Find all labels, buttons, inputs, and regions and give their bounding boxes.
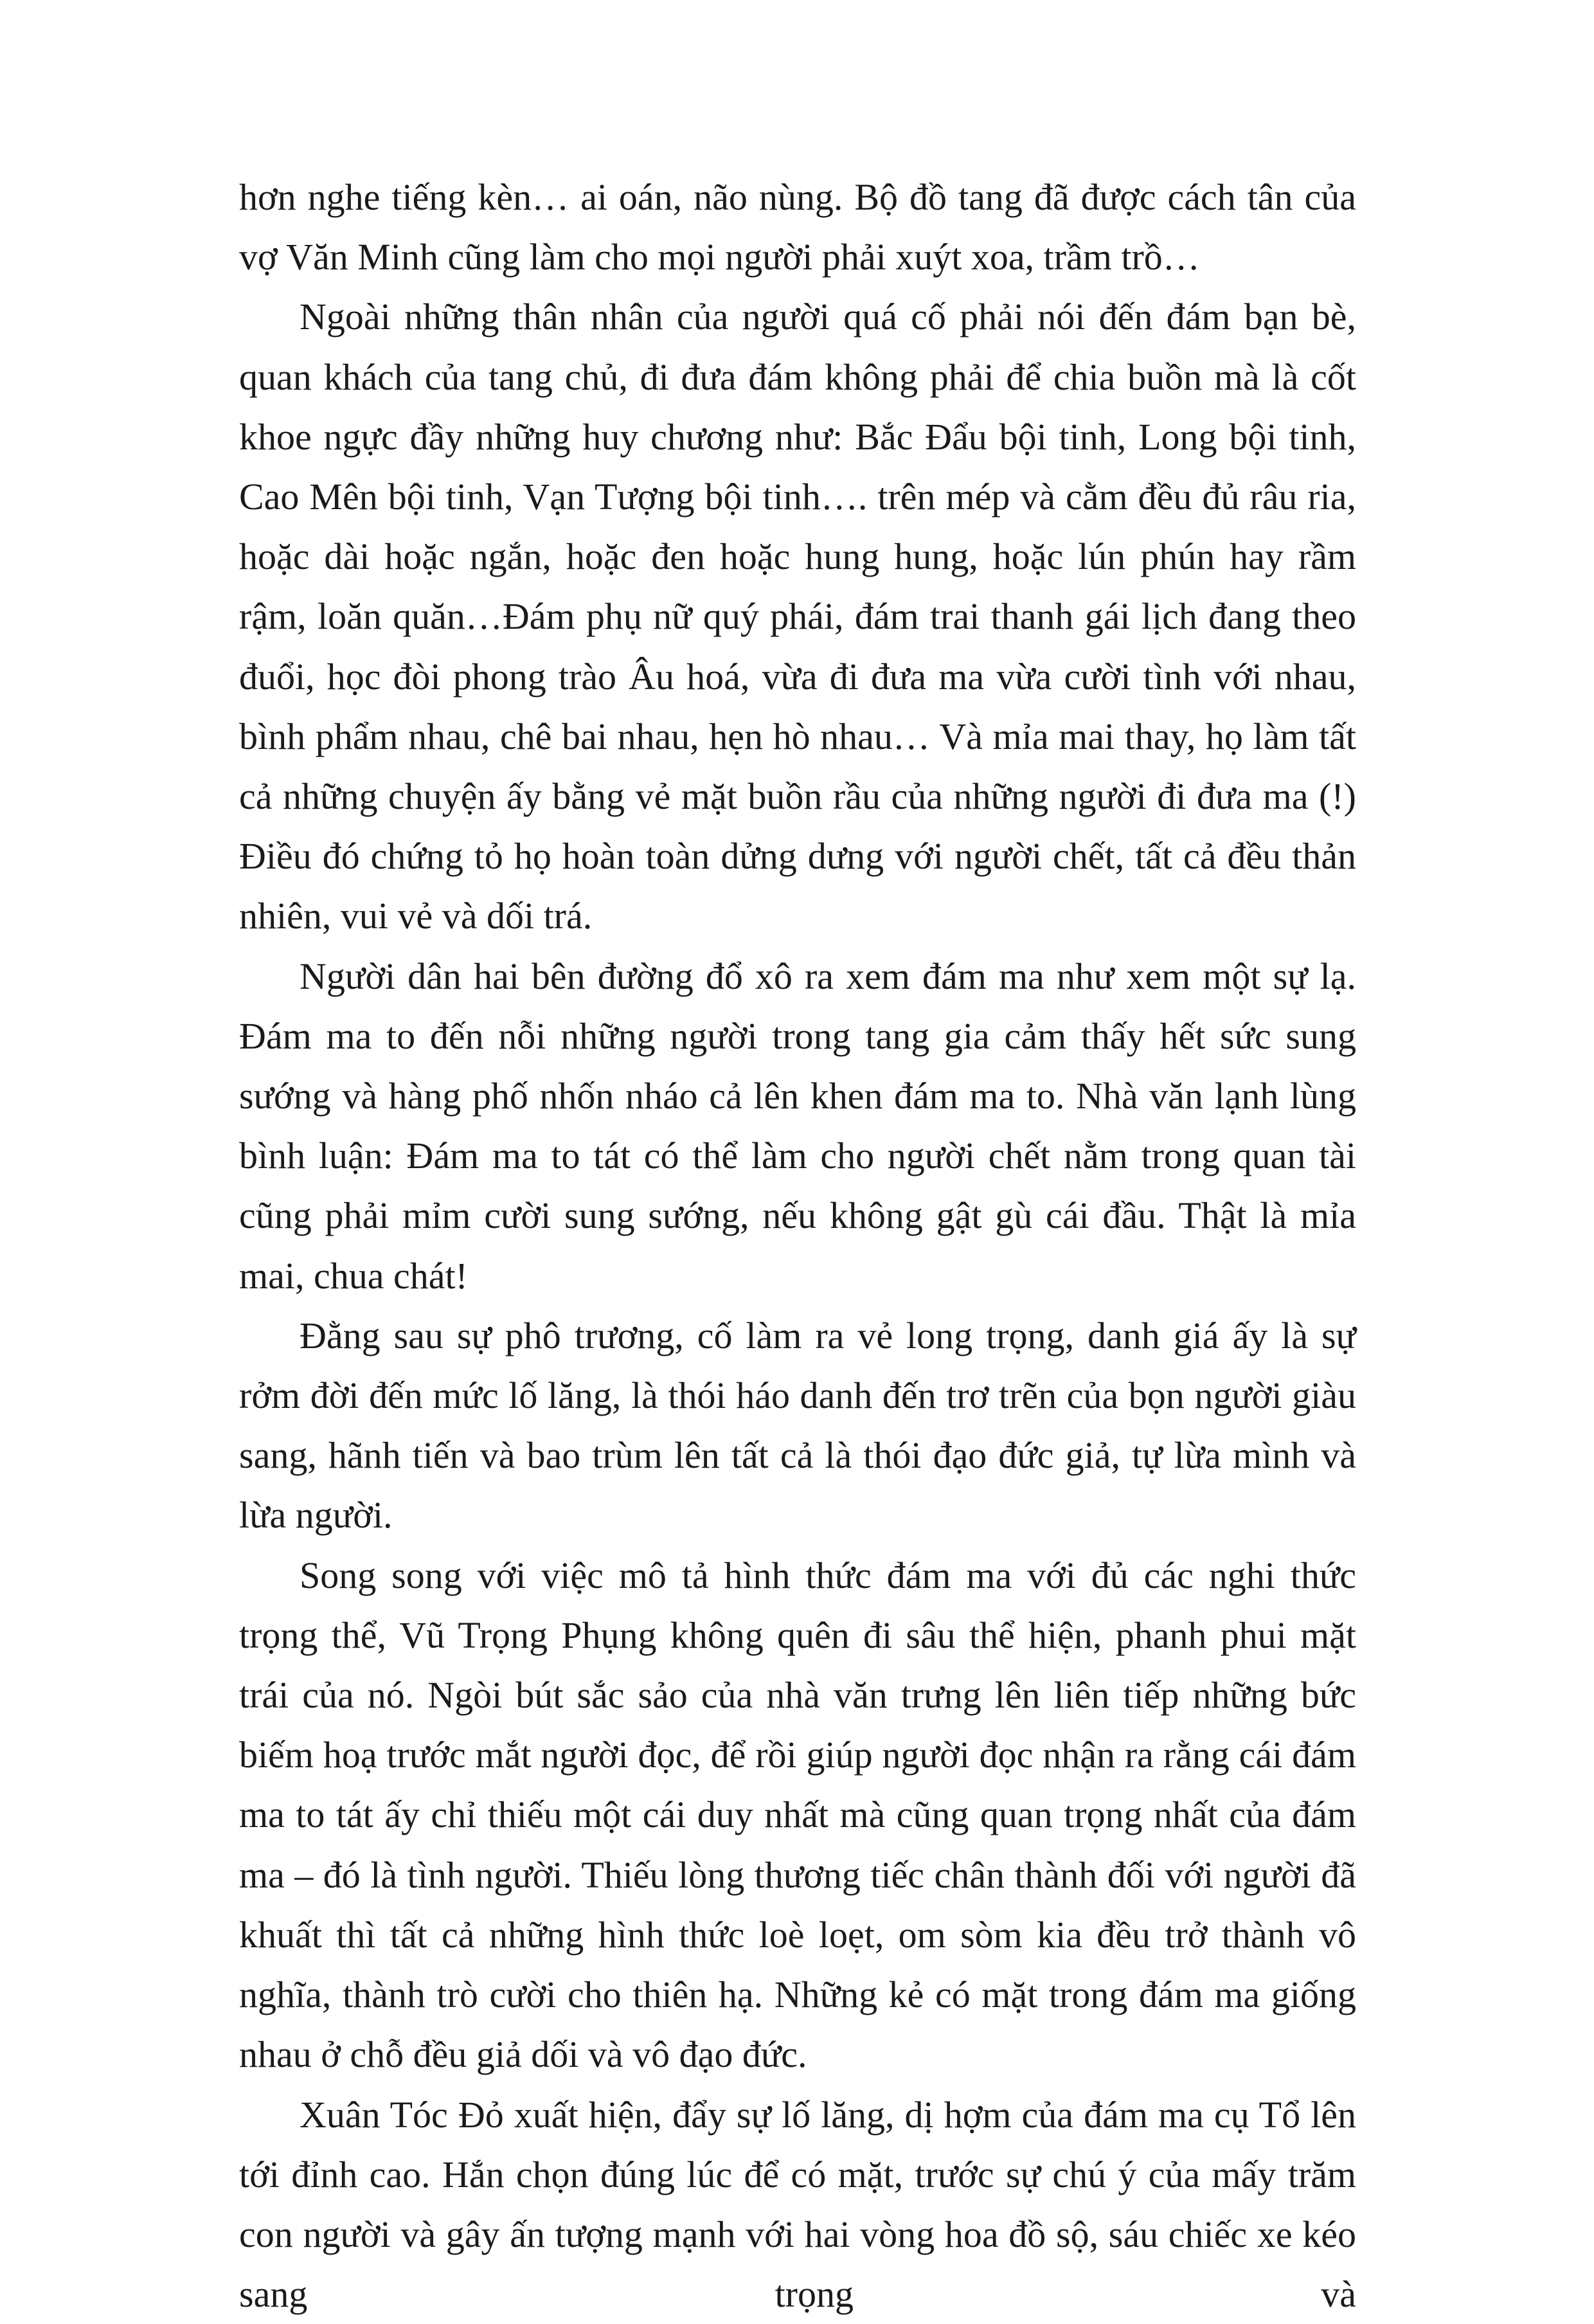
- paragraph-5: Song song với việc mô tả hình thức đám ma với đủ các nghi thức trọng thể, Vũ Trọng Phụng không quên đi sâu thể hiện, phanh phui mặt trái của nó. Ngòi bút sắc sảo của nhà văn trưng lên liên tiếp những bức biếm hoạ trước mắt người đọc, để rồi giúp người đọc nhận ra rằng cái đám ma to tát ấy chỉ thiếu một cái duy nhất mà cũng quan trọng nhất của đám ma – đó là tình người. Thiếu lòng thương tiếc chân thành đối với người đã khuất thì tất cả những hình thức loè loẹt, om sòm kia đều trở thành vô nghĩa, thành trò cười cho thiên hạ. Những kẻ có mặt trong đám ma giống nhau ở chỗ đều giả dối và vô đạo đức.: [239, 1545, 1356, 2085]
- document-page: [239, 167, 1356, 2324]
- paragraph-6: Xuân Tóc Đỏ xuất hiện, đẩy sự lố lăng, dị hợm của đám ma cụ Tổ lên tới đỉnh cao. Hắn chọn đúng lúc để có mặt, trước sự chú ý của mấy trăm con người và gây ấn tượng mạnh với hai vòng hoa đồ sộ, sáu chiếc xe kéo sang trọng và: [239, 2085, 1356, 2324]
- paragraph-4: Đằng sau sự phô trương, cố làm ra vẻ long trọng, danh giá ấy là sự rởm đời đến mức lố lăng, là thói háo danh đến trơ trẽn của bọn người giàu sang, hãnh tiến và bao trùm lên tất cả là thói đạo đức giả, tự lừa mình và lừa người.: [239, 1306, 1356, 1545]
- paragraph-1: hơn nghe tiếng kèn… ai oán, não nùng. Bộ đồ tang đã được cách tân của vợ Văn Minh cũng làm cho mọi người phải xuýt xoa, trầm trồ…: [239, 167, 1356, 287]
- paragraph-2: Ngoài những thân nhân của người quá cố phải nói đến đám bạn bè, quan khách của tang chủ, đi đưa đám không phải để chia buồn mà là cốt khoe ngực đầy những huy chương như: Bắc Đẩu bội tinh, Long bội tinh, Cao Mên bội tinh, Vạn Tượng bội tinh…. trên mép và cằm đều đủ râu ria, hoặc dài hoặc ngắn, hoặc đen hoặc hung hung, hoặc lún phún hay rầm rậm, loăn quăn…Đám phụ nữ quý phái, đám trai thanh gái lịch đang theo đuổi, học đòi phong trào Âu hoá, vừa đi đưa ma vừa cười tình với nhau, bình phẩm nhau, chê bai nhau, hẹn hò nhau… Và mỉa mai thay, họ làm tất cả những chuyện ấy bằng vẻ mặt buồn rầu của những người đi đưa ma (!) Điều đó chứng tỏ họ hoàn toàn dửng dưng với người chết, tất cả đều thản nhiên, vui vẻ và dối trá.: [239, 287, 1356, 946]
- paragraph-3: Người dân hai bên đường đổ xô ra xem đám ma như xem một sự lạ. Đám ma to đến nỗi những người trong tang gia cảm thấy hết sức sung sướng và hàng phố nhốn nháo cả lên khen đám ma to. Nhà văn lạnh lùng bình luận: Đám ma to tát có thể làm cho người chết nằm trong quan tài cũng phải mỉm cười sung sướng, nếu không gật gù cái đầu. Thật là mỉa mai, chua chát!: [239, 946, 1356, 1306]
